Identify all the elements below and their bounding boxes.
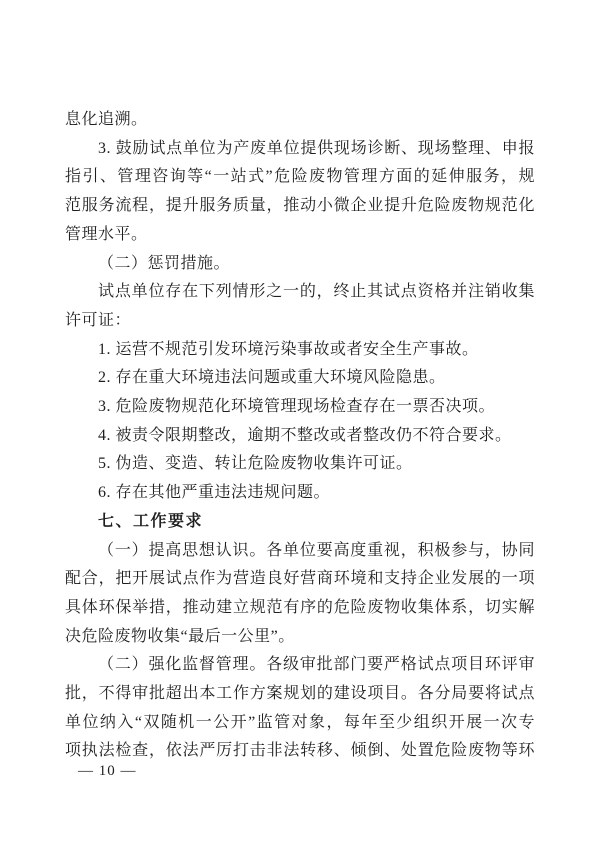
section-heading: 七、工作要求 <box>98 512 204 530</box>
text-line: 项执法检查，依法严厉打击非法转移、倾倒、处置危险废物等环 <box>65 742 535 760</box>
text-line: 息化追溯。 <box>65 111 148 128</box>
text-line: 具体环保举措，推动建立规范有序的危险废物收集体系，切实解 <box>65 598 535 616</box>
text-line: （二）惩罚措施。 <box>98 254 231 272</box>
text-line: （二）强化监督管理。各级审批部门要严格试点项目环评审 <box>98 656 535 674</box>
text-line: 3. 鼓励试点单位为产废单位提供现场诊断、现场整理、申报 <box>98 139 535 157</box>
text-line: 3. 危险废物规范化环境管理现场检查存在一票否决项。 <box>98 398 496 416</box>
text-line: 单位纳入“双随机一公开”监管对象，每年至少组织开展一次专 <box>65 713 535 731</box>
text-line: 管理水平。 <box>65 225 148 243</box>
text-line: 许可证： <box>65 311 132 329</box>
text-line: 范服务流程，提升服务质量，推动小微企业提升危险废物规范化 <box>65 197 535 215</box>
document-text-block <box>65 106 535 766</box>
text-line: 6. 存在其他严重违法违规问题。 <box>98 484 331 502</box>
text-line: 2. 存在重大环境违法问题或重大环境风险隐患。 <box>98 369 446 387</box>
text-line: 试点单位存在下列情形之一的，终止其试点资格并注销收集 <box>98 283 535 301</box>
text-line: 指引、管理咨询等“一站式”危险废物管理方面的延伸服务，规 <box>65 168 535 186</box>
text-line: 批，不得审批超出本工作方案规划的建设项目。各分局要将试点 <box>65 685 535 703</box>
text-line: 1. 运营不规范引发环境污染事故或者安全生产事故。 <box>98 340 479 358</box>
text-line: 决危险废物收集“最后一公里”。 <box>65 627 295 645</box>
text-line: 配合，把开展试点作为营造良好营商环境和支持企业发展的一项 <box>65 570 535 588</box>
page-number: — 10 — <box>78 763 137 779</box>
text-line: 5. 伪造、变造、转让危险废物收集许可证。 <box>98 455 413 473</box>
text-line: （一）提高思想认识。各单位要高度重视，积极参与，协同 <box>98 541 535 559</box>
text-line: 4. 被责令限期整改，逾期不整改或者整改仍不符合要求。 <box>98 426 512 444</box>
